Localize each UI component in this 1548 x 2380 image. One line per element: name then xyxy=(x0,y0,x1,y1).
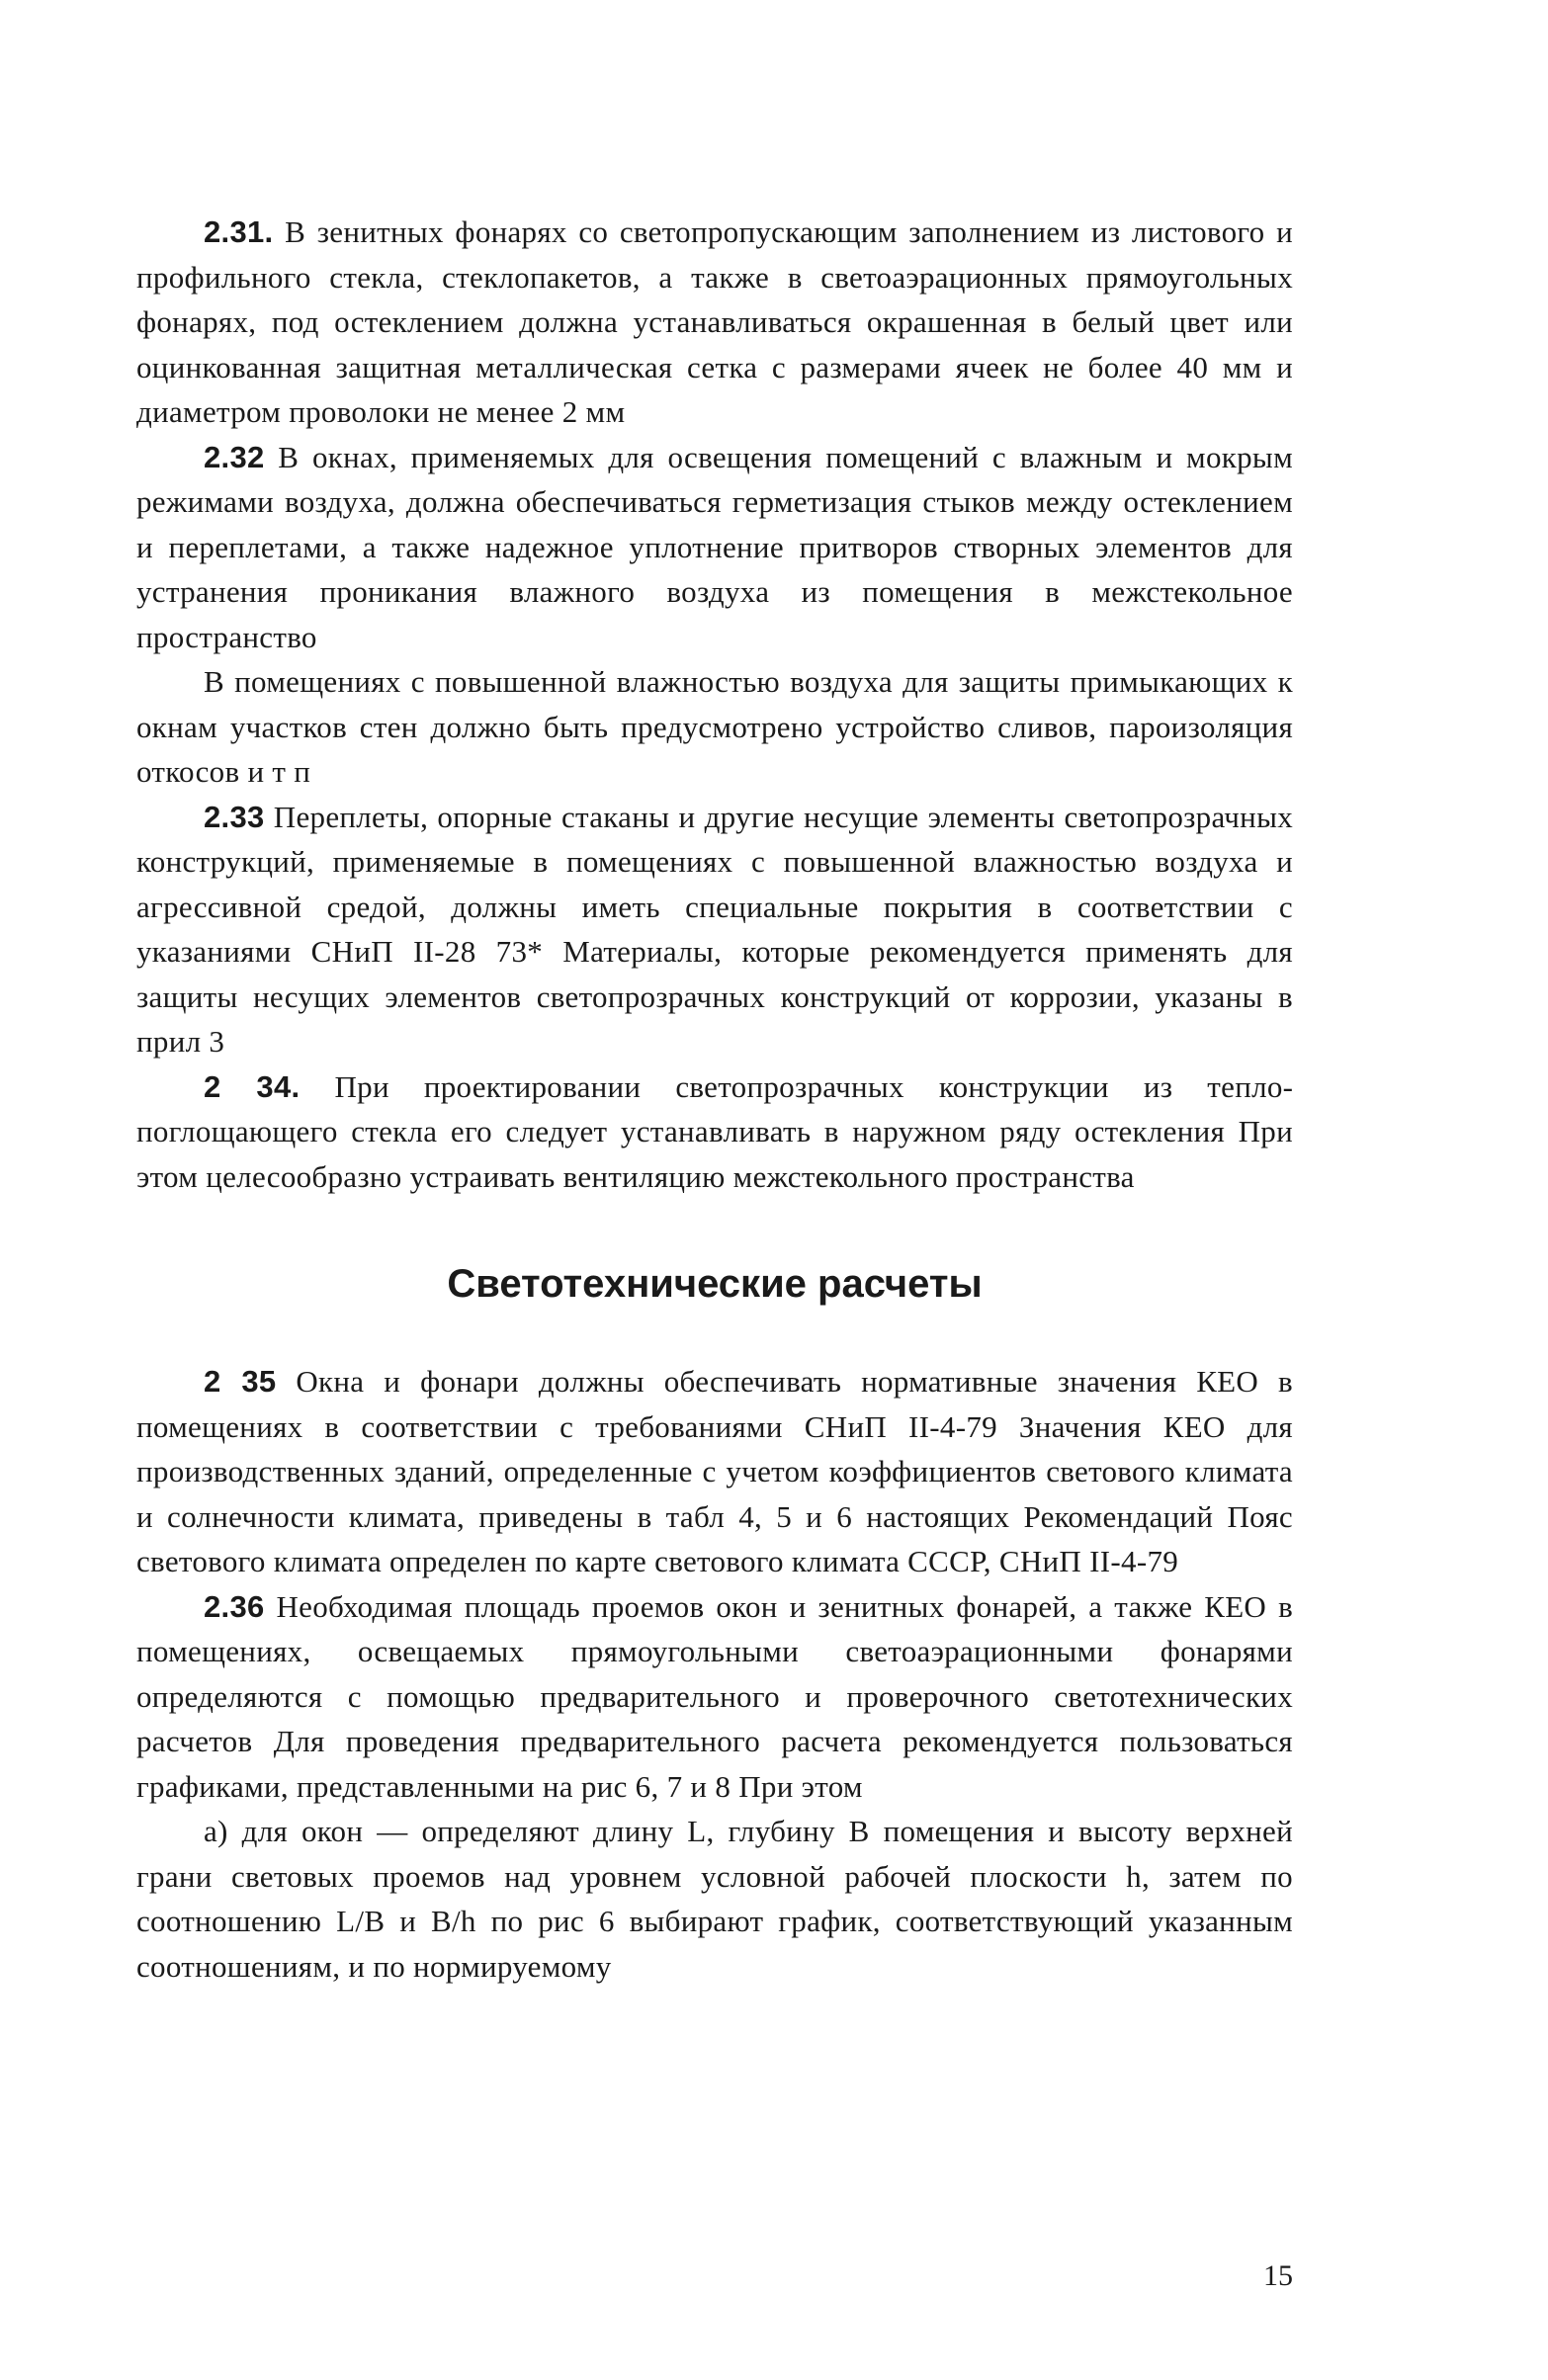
section-heading: Светотехнические расчеты xyxy=(447,1262,983,1306)
paragraph-text: Переплеты, опорные стаканы и другие несущие элементы светопрозрачных конструкций, применяемые в помещениях с повышенной влажностью воздуха и агрессивной средой, должны иметь специальные покрытия в соответствии с указаниями СНиП II-28 73* Материалы, которые рекомендуется применять для защиты несущих элементов светопрозрачных конструкций от коррозии, указаны в прил 3 xyxy=(136,799,1293,1059)
paragraph-2-36 xyxy=(136,1584,1293,1810)
clause-number: 2.36 xyxy=(204,1588,265,1624)
page-number: 15 xyxy=(1263,2259,1293,2292)
paragraph-2-32 xyxy=(136,435,1293,660)
paragraph-text: При проектировании светопрозрачных конструкции из теплопоглощающего стекла его следует устанавливать в наружном ряду остекления При этом целесообразно устраивать вентиляцию межстекольного пространства xyxy=(136,1068,1293,1194)
paragraph-2-33 xyxy=(136,795,1293,1064)
clause-number: 2.31. xyxy=(204,214,274,249)
clause-number: 2 35 xyxy=(204,1364,277,1399)
paragraph-text: В зенитных фонарях со светопропускающим заполнением из листового и профильного стекла, стеклопакетов, а также в светоаэрационных прямоугольных фонарях, под остеклением должна устанавливаться окрашенная в белый цвет или оцинкованная защитная металлическая сетка с размерами ячеек не более 40 мм и диаметром проволоки не менее 2 мм xyxy=(136,214,1293,429)
paragraph-2-35 xyxy=(136,1359,1293,1584)
paragraph-2-34 xyxy=(136,1064,1293,1200)
paragraph-text: Окна и фонари должны обеспечивать нормативные значения КЕО в помещениях в соответствии с требованиями СНиП II-4-79 Значения КЕО для производственных зданий, определенные с учетом коэффициентов светового климата и солнечности климата, приведены в табл 4, 5 и 6 настоящих Рекомендаций Пояс светового климата определен по карте светового климата СССР, СНиП II-4-79 xyxy=(136,1364,1293,1578)
paragraph-2-32-continued xyxy=(136,659,1293,795)
clause-number: 2.32 xyxy=(204,439,265,474)
paragraph-text: а) для окон — определяют длину L, глубину B помещения и высоту верхней грани световых проемов над уровнем условной рабочей плоскости h, затем по соотношению L/B и B/h по рис 6 выбирают график, соответствующий указанным соотношениям, и по нормируемому xyxy=(136,1814,1293,1984)
page-content xyxy=(136,210,1293,1989)
paragraph-2-36-item-a xyxy=(136,1809,1293,1989)
clause-number: 2.33 xyxy=(204,799,265,834)
paragraph-2-31 xyxy=(136,210,1293,435)
paragraph-text: В окнах, применяемых для освещения помещений с влажным и мокрым режимами воздуха, должна обеспечиваться герметизация стыков между остеклением и переплетами, а также надежное уплотнение притворов створных элементов для устранения проникания влажного воздуха из помещения в межстекольное пространство xyxy=(136,439,1293,654)
clause-number: 2 34. xyxy=(204,1068,301,1104)
paragraph-text: В помещениях с повышенной влажностью воздуха для защиты примыкающих к окнам участков стен должно быть предусмотрено устройство сливов, пароизоляция откосов и т п xyxy=(136,664,1293,789)
paragraph-text: Необходимая площадь проемов окон и зенитных фонарей, а также КЕО в помещениях, освещаемых прямоугольными светоаэрационными фонарями определяются с помощью предварительного и проверочного светотехнических расчетов Для проведения предварительного расчета рекомендуется пользоваться графиками, представленными на рис 6, 7 и 8 При этом xyxy=(136,1588,1293,1804)
